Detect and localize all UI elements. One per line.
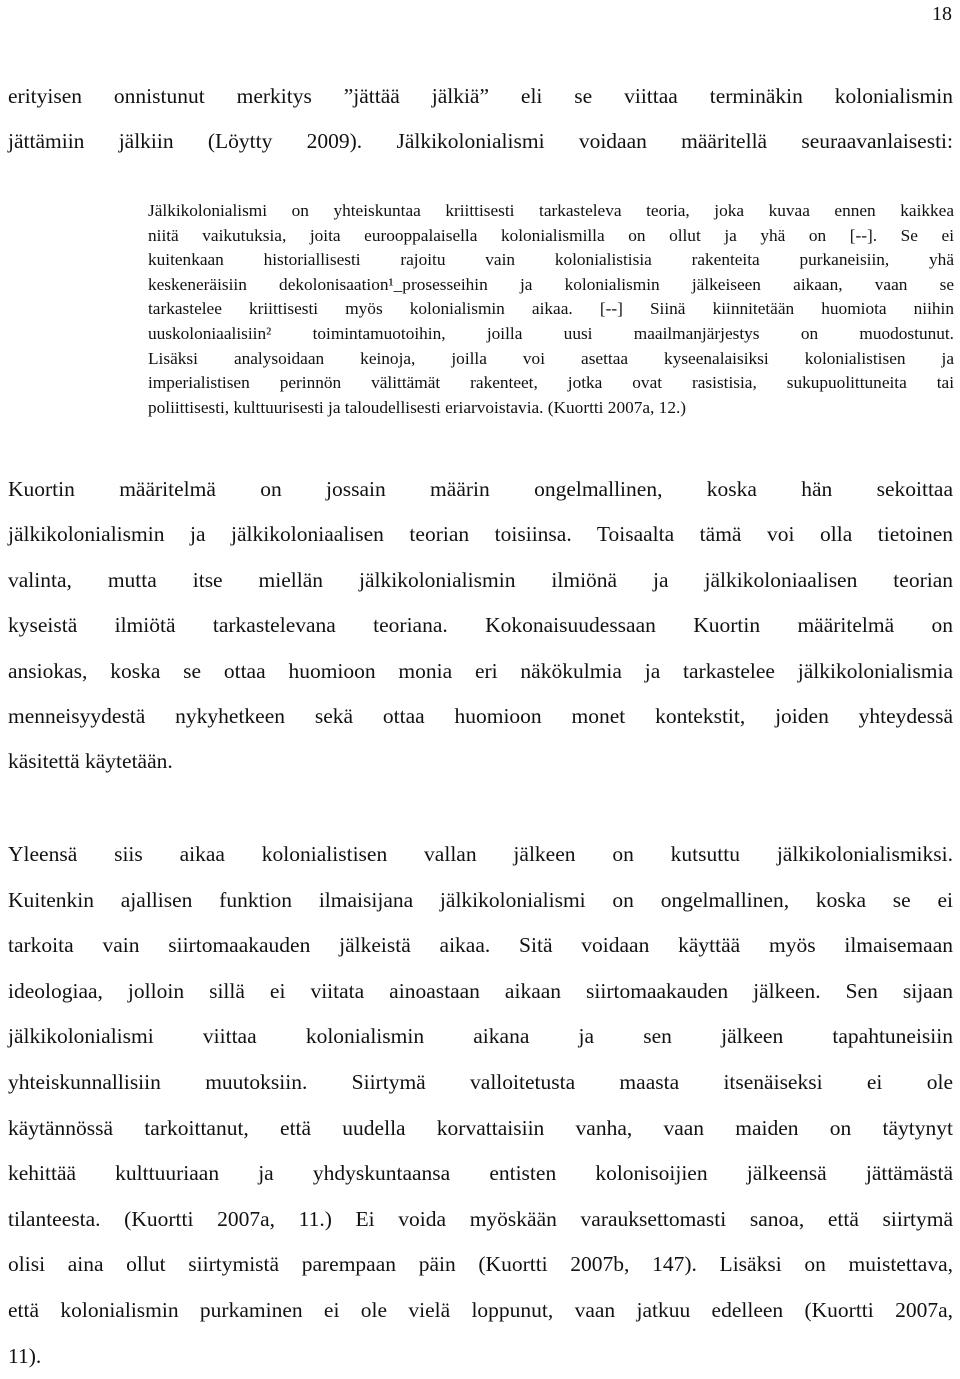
body-paragraph	[8, 467, 953, 785]
text-line: menneisyydestä nykyhetkeen sekä ottaa huomioon monet kontekstit, joiden yhteydessä	[8, 703, 953, 728]
text-line: kehittää kulttuuriaan ja yhdyskuntaansa entisten kolonisoijien jälkeensä jättämästä	[8, 1161, 953, 1186]
text-line: kyseistä ilmiötä tarkastelevana teoriana. Kokonaisuudessaan Kuortin määritelmä on	[8, 613, 953, 638]
text-line: tarkoita vain siirtomaakauden jälkeistä aikaa. Sitä voidaan käyttää myös ilmaisemaan	[8, 933, 953, 958]
quote-line: tarkastelee kriittisesti myös kolonialismin aikaa. [--] Siinä kiinnitetään huomiota niihin	[148, 299, 954, 319]
quote-line: Lisäksi analysoidaan keinoja, joilla voi asettaa kyseenalaisiksi kolonialistisen ja	[148, 348, 954, 368]
text-line: jälkikolonialismin ja jälkikoloniaalisen teorian toisiinsa. Toisaalta tämä voi olla tietoinen	[8, 522, 953, 547]
text-line: jälkikolonialismi viittaa kolonialismin aikana ja sen jälkeen tapahtuneisiin	[8, 1024, 953, 1049]
text-line: ansiokas, koska se ottaa huomioon monia eri näkökulmia ja tarkastelee jälkikolonialismia	[8, 658, 953, 683]
quote-line: poliittisesti, kulttuurisesti ja taloudellisesti eriarvoistavia. (Kuortti 2007a, 12.)	[148, 397, 687, 417]
text-line: Kuortin määritelmä on jossain määrin ongelmallinen, koska hän sekoittaa	[8, 477, 953, 501]
quote-line: kuitenkaan historiallisesti rajoitu vain kolonialistisia rakenteita purkaneisiin, yhä	[148, 250, 954, 270]
text-line: Yleensä siis aikaa kolonialistisen vallan jälkeen on kutsuttu jälkikolonialismiksi.	[8, 842, 953, 866]
text-line: että kolonialismin purkaminen ei ole vielä loppunut, vaan jatkuu edelleen (Kuortti 2007a,	[8, 1297, 953, 1322]
quote-line: uuskoloniaalisiin² toimintamuotoihin, joilla uusi maailmanjärjestys on muodostunut.	[148, 323, 954, 343]
quote-line: imperialistisen perinnön välittämät rakenteet, jotka ovat rasistisia, sukupuolittuneita tai	[148, 373, 954, 393]
text-line: yhteiskunnallisiin muutoksiin. Siirtymä valloitetusta maasta itsenäiseksi ei ole	[8, 1069, 953, 1094]
text-line: 11).	[8, 1343, 42, 1368]
quote-line: keskeneräisiin dekolonisaation¹_prosesseihin ja kolonialismin jälkeiseen aikaan, vaan se	[148, 274, 954, 294]
text-line: tilanteesta. (Kuortti 2007a, 11.) Ei voida myöskään varauksettomasti sanoa, että siirtymä	[8, 1206, 953, 1231]
body-paragraph	[8, 832, 953, 1379]
page-number: 18	[932, 3, 952, 25]
text-line: käytännössä tarkoittanut, että uudella korvattaisiin vanha, vaan maiden on täytynyt	[8, 1115, 953, 1140]
text-line: valinta, mutta itse miellän jälkikolonialismin ilmiönä ja jälkikoloniaalisen teorian	[8, 567, 953, 592]
quote-line: Jälkikolonialismi on yhteiskuntaa kriittisesti tarkasteleva teoria, joka kuvaa ennen kaikkea	[148, 201, 954, 220]
text-line: erityisen onnistunut merkitys ”jättää jälkiä” eli se viittaa terminäkin kolonialismin	[8, 84, 953, 108]
text-line: käsitettä käytetään.	[8, 749, 173, 774]
text-line: olisi aina ollut siirtymistä parempaan päin (Kuortti 2007b, 147). Lisäksi on muistettava,	[8, 1252, 953, 1277]
block-quote	[148, 199, 954, 420]
text-line: ideologiaa, jolloin sillä ei viitata ainoastaan aikaan siirtomaakauden jälkeen. Sen sijaan	[8, 978, 953, 1003]
text-line: Kuitenkin ajallisen funktion ilmaisijana jälkikolonialismi on ongelmallinen, koska se ei	[8, 887, 953, 912]
text-line: jättämiin jälkiin (Löytty 2009). Jälkikolonialismi voidaan määritellä seuraavanlaisesti:	[8, 129, 953, 153]
intro-paragraph	[8, 74, 953, 164]
quote-line: niitä vaikutuksia, joita eurooppalaisella kolonialismilla on ollut ja yhä on [--]. Se ei	[148, 225, 954, 245]
